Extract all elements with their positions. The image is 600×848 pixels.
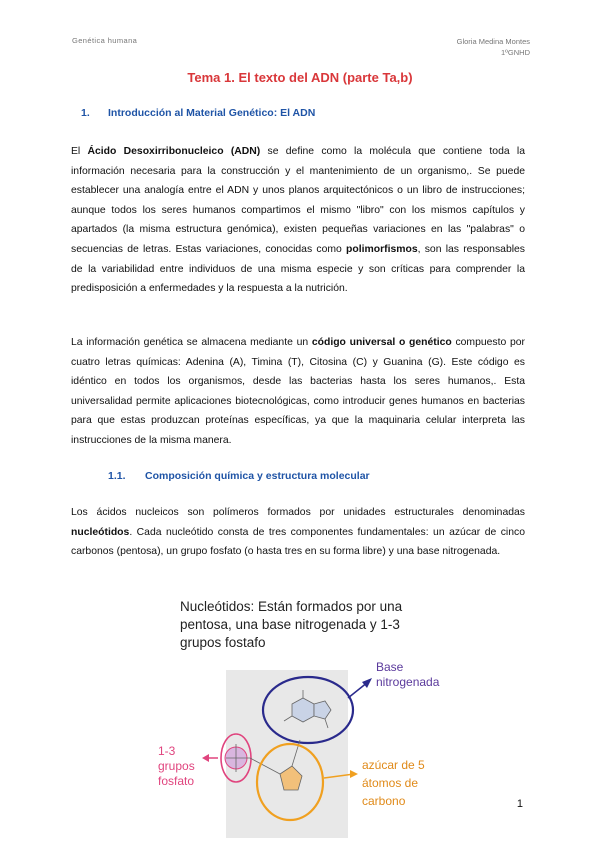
author-name: Gloria Medina Montes [456,37,530,46]
document-title: Tema 1. El texto del ADN (parte Ta,b) [187,70,413,85]
text-run: se define como la molécula que contiene toda la información necesaria para la construcción y el mantenimiento de un organismo,. Se puede establecer una analogía entre el ADN y unos planos arquitectónicos o un libro de instrucciones; aunque todos los seres humanos compartimos el mismo "libro" con los mismos capítulos y apartados (la misma estructura genómica), existen pequeñas variaciones en las "palabras" o secuencias de letras. Estas variaciones, conocidas como [71,146,525,255]
nitrogenous-base-structure [284,690,331,728]
label-line: carbono [362,794,406,808]
phosphate-arrow-head [202,754,209,762]
bold-term-codigo: código universal o genético [311,337,452,348]
bond-line [250,758,280,774]
label-grupos-fosfato [158,744,195,789]
sugar-arrow [324,774,354,778]
paragraph-nucleotides [71,503,525,562]
text-run: La información genética se almacena mediante un [71,337,312,348]
label-azucar [362,756,425,810]
caption-line: grupos fostafo [180,635,266,650]
label-line: 1-3 [158,744,176,758]
text-run: , son las responsables de la variabilidad entre individuos de una misma especie y son críticas para comprender la predisposición a enfermedades y la respuesta a la nutrición. [71,243,526,295]
bold-term-adn: Ácido Desoxirribonucleico (ADN) [87,146,261,157]
base-hexagon [292,698,314,722]
pentose-ring [280,766,302,790]
bold-term-polimorfismos: polimorfismos [346,243,418,255]
running-header-left: Genética humana [72,36,138,45]
section-heading-1-1 [108,470,370,482]
bond-line [284,716,292,721]
label-line: azúcar de 5 [362,758,425,772]
section-title: Introducción al Material Genético: El ADN [108,107,316,119]
label-line: nitrogenada [376,675,440,689]
paragraph-adn-definition [71,142,525,299]
text-run: . Cada nucleótido consta de tres componentes fundamentales: un azúcar de cinco carbonos (pentosa), un grupo fosfato (o hasta tres en su forma libre) y una base nitrogenada. [71,526,525,558]
caption-line: pentosa, una base nitrogenada y 1-3 [180,617,400,632]
bond-line [325,719,328,728]
label-line: átomos de [362,776,419,790]
running-header-right [457,36,530,58]
label-line: grupos [158,759,195,773]
base-pentagon [314,701,331,719]
section-title: Composición química y estructura molecular [145,470,370,482]
text-run: El [71,146,88,157]
page-number: 1 [516,798,523,810]
course-code: 1ºGNHD [501,48,530,57]
paragraph-genetic-code [71,333,525,451]
label-line: fosfato [158,774,195,788]
text-run: compuesto por cuatro letras químicas: Adenina (A), Timina (T), Citosina (C) y Guanina (G). Este código es idéntico en todos los organismos, desde las bacterias hasta los seres humanos,. Esta universalidad permite aplicaciones biotecnológicas, como introducir genes humanos en bacterias para que estas produzcan proteínas específicas, ya que la maquinaria celular interpreta las instrucciones de la misma manera. [71,337,525,446]
section-heading-1 [81,107,315,119]
text-run: Los ácidos nucleicos son polímeros formados por unidades estructurales denominadas [71,507,525,518]
label-line: Base [376,660,404,674]
section-number: 1. [81,107,90,119]
sugar-arrow-head [350,770,358,778]
section-number: 1.1. [108,470,126,482]
nucleotide-figure [150,598,470,838]
label-base-nitrogenada [376,660,439,690]
caption-line: Nucleótidos: Están formados por una [180,599,403,614]
bold-term-nucleotidos: nucleótidos [71,526,130,538]
